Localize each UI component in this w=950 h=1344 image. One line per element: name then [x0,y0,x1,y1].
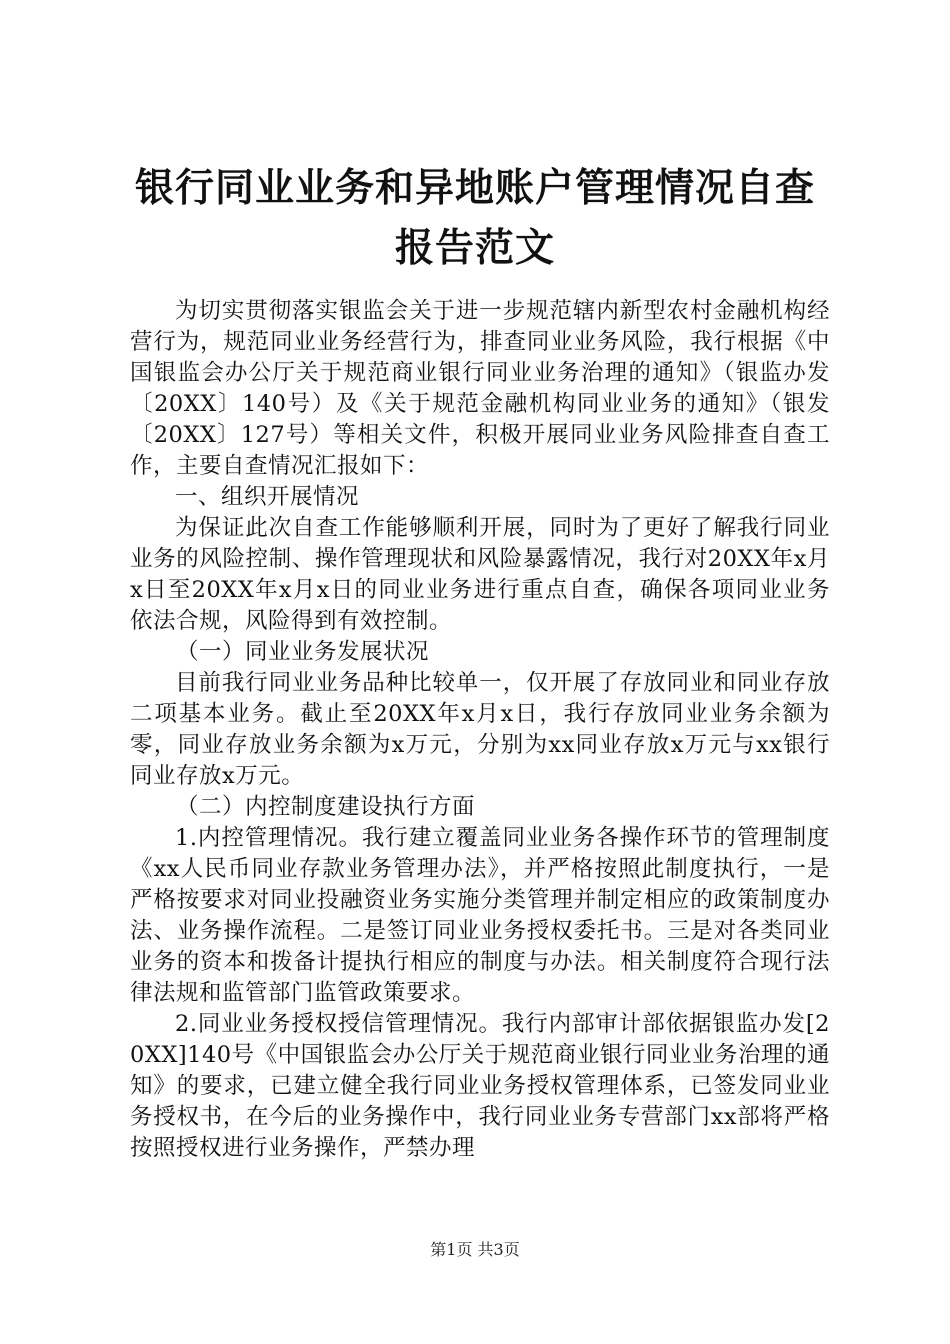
internal-control-paragraph: 1.内控管理情况。我行建立覆盖同业业务各操作环节的管理制度《xx人民币同业存款业务管理办法》，并严格按照此制度执行，一是严格按要求对同业投融资业务实施分类管理并制定相应的政策制度办法、业务操作流程。二是签订同业业务授权委托书。三是对各类同业业务的资本和拨备计提执行相应的制度与办法。相关制度符合现行法律法规和监管部门监管政策要求。 [130,825,830,1006]
document-body [130,296,830,1164]
section-heading-organization: 一、组织开展情况 [175,484,360,510]
page-footer: 第1页 共3页 [430,1240,520,1259]
subsection-heading-development: （一）同业业务发展状况 [176,639,430,665]
development-paragraph: 目前我行同业业务品种比较单一，仅开展了存放同业和同业存放二项基本业务。截止至20XX年x月x日，我行存放同业业务余额为零，同业存放业务余额为x万元，分别为xx同业存放x万元与xx银行同业存放x万元。 [130,670,830,789]
subsection-heading-internal-control: （二）内控制度建设执行方面 [176,794,476,820]
authorization-paragraph: 2.同业业务授权授信管理情况。我行内部审计部依据银监办发[20XX]140号《中国银监会办公厅关于规范商业银行同业业务治理的通知》的要求，已建立健全我行同业业务授权管理体系，已签发同业业务授权书，在今后的业务操作中，我行同业业务专营部门xx部将严格按照授权进行业务操作，严禁办理 [130,1011,830,1161]
document-title: 银行同业业务和异地账户管理情况自查报告范文 [134,165,815,271]
intro-paragraph: 为切实贯彻落实银监会关于进一步规范辖内新型农村金融机构经营行为，规范同业业务经营行为，排查同业业务风险，我行根据《中国银监会办公厅关于规范商业银行同业业务治理的通知》（银监办发〔20XX〕140号）及《关于规范金融机构同业业务的通知》（银发〔20XX〕127号）等相关文件，积极开展同业业务风险排查自查工作，主要自查情况汇报如下： [130,298,830,479]
organization-paragraph: 为保证此次自查工作能够顺利开展，同时为了更好了解我行同业业务的风险控制、操作管理现状和风险暴露情况，我行对20XX年x月x日至20XX年x月x日的同业业务进行重点自查，确保各项同业业务依法合规，风险得到有效控制。 [130,515,830,634]
